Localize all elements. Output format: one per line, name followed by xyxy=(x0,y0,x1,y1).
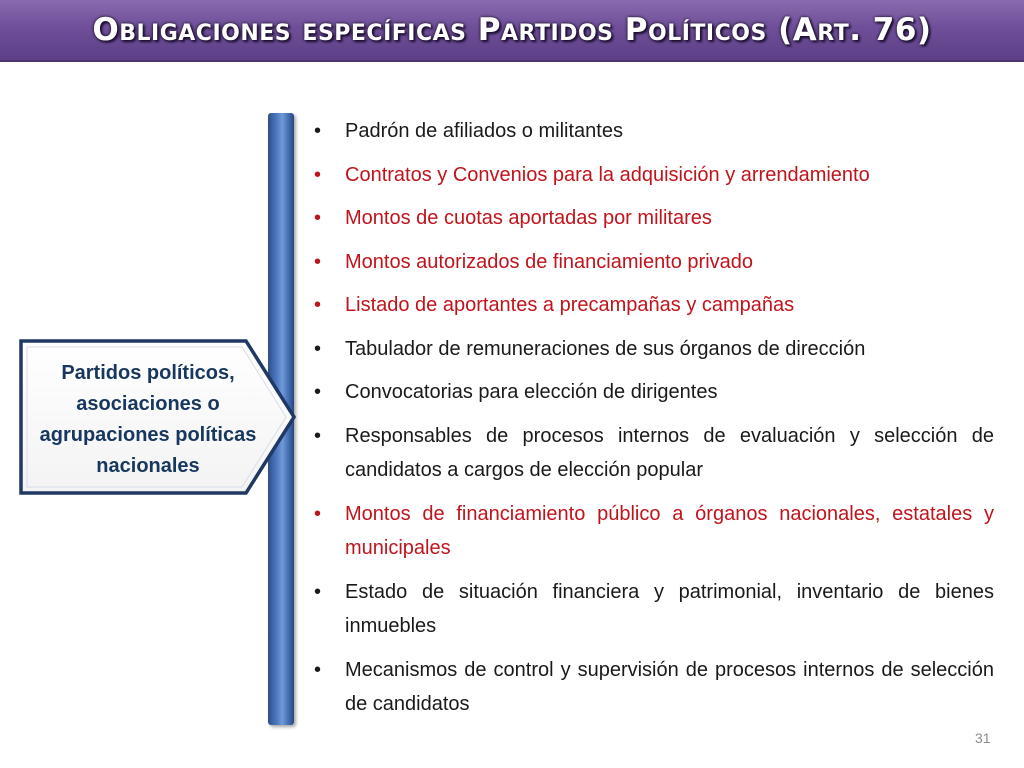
list-item-text: Montos de financiamiento público a órganos nacionales, estatales y municipales xyxy=(345,502,994,559)
bullet-icon: • xyxy=(314,658,322,681)
list-item-text: Montos autorizados de financiamiento privado xyxy=(345,250,754,273)
title-bar xyxy=(0,0,1024,62)
list-item xyxy=(314,201,994,236)
bullet-icon: • xyxy=(314,381,322,403)
list-item-text: Convocatorias para elección de dirigentes xyxy=(345,381,718,403)
list-item xyxy=(314,332,994,367)
list-item-text: Contratos y Convenios para la adquisición y arrendamiento xyxy=(345,163,870,186)
list-item-text: Montos de cuotas aportadas por militares xyxy=(345,207,712,229)
list-item-text: Responsables de procesos internos de evaluación y selección de candidatos a cargos de elección popular xyxy=(345,424,994,481)
slide-title: Obligaciones específicas Partidos Políticos (Art. 76) xyxy=(92,12,932,48)
list-item xyxy=(314,575,994,644)
list-item xyxy=(314,497,994,566)
bullet-icon: • xyxy=(314,120,322,142)
callout-box xyxy=(18,338,298,496)
bullet-icon: • xyxy=(314,424,322,447)
bullet-icon: • xyxy=(314,250,322,273)
bullet-icon: • xyxy=(314,337,322,360)
bullet-icon: • xyxy=(314,580,322,603)
list-item-text: Estado de situación financiera y patrimonial, inventario de bienes inmuebles xyxy=(345,580,994,637)
list-item-text: Listado de aportantes a precampañas y campañas xyxy=(345,294,795,316)
bullet-icon: • xyxy=(314,207,322,229)
list-item xyxy=(314,158,994,193)
bullet-icon: • xyxy=(314,163,322,186)
bullet-list xyxy=(314,114,994,731)
list-item-text: Tabulador de remuneraciones de sus órganos de dirección xyxy=(345,337,866,360)
list-item xyxy=(314,419,994,488)
bullet-icon: • xyxy=(314,502,322,525)
bullet-icon: • xyxy=(314,294,322,316)
list-item xyxy=(314,653,994,722)
list-item-text: Padrón de afiliados o militantes xyxy=(345,120,623,142)
list-item xyxy=(314,245,994,280)
list-item-text: Mecanismos de control y supervisión de procesos internos de selección de candidatos xyxy=(345,658,994,715)
callout-label: Partidos políticos, asociaciones o agrupaciones políticas nacionales xyxy=(39,362,257,477)
list-item xyxy=(314,375,994,410)
list-item xyxy=(314,114,994,149)
list-item xyxy=(314,288,994,323)
page-number: 31 xyxy=(975,730,991,746)
